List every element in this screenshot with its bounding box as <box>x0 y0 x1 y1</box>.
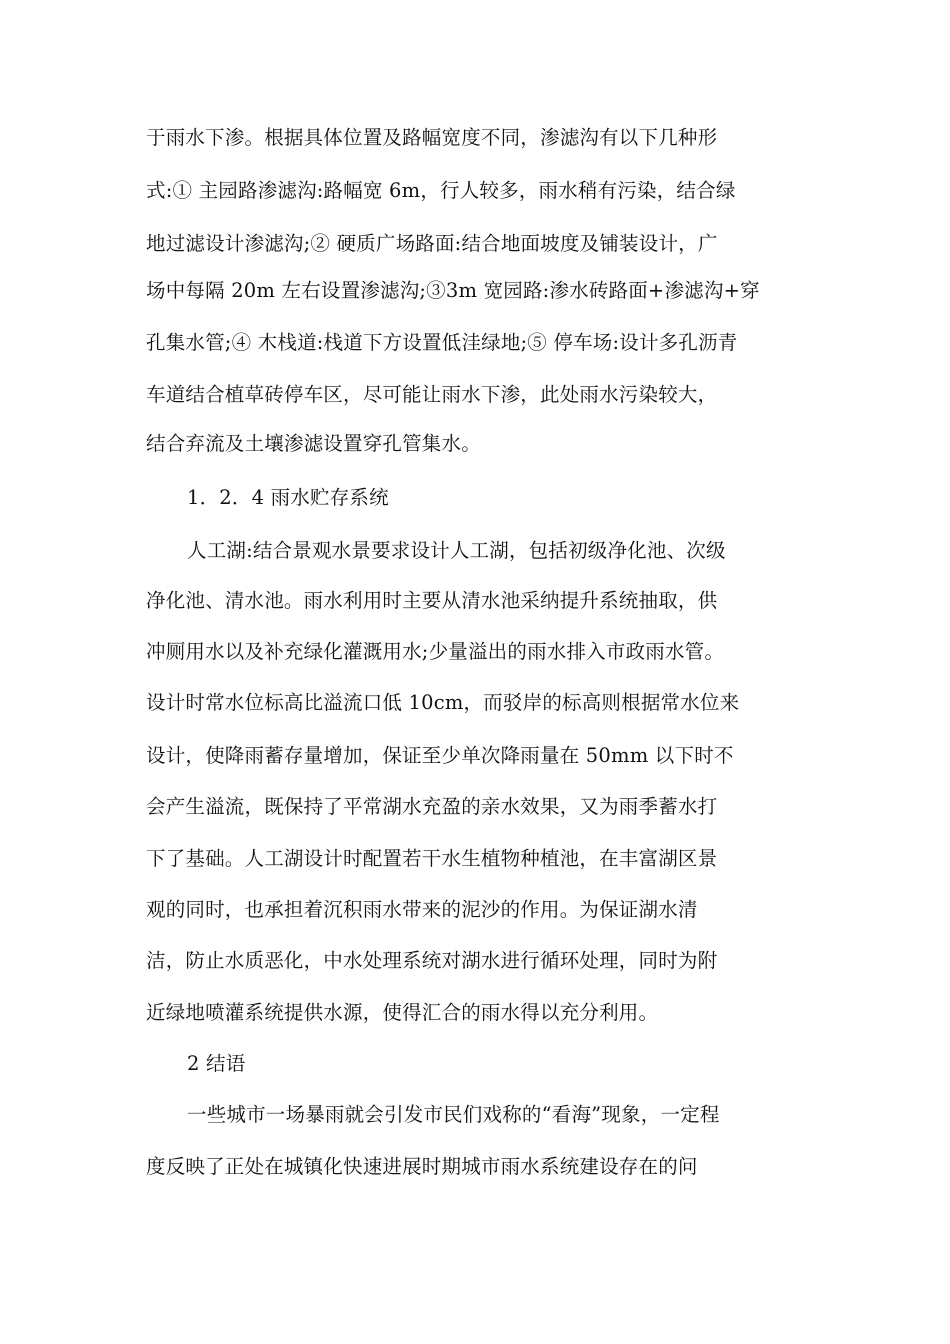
paragraph-line: 净化池、清水池。雨水利用时主要从清水池采纳提升系统抽取，供 <box>146 589 718 612</box>
paragraph-line: 设计时常水位标高比溢流口低 10cm，而驳岸的标高则根据常水位来 <box>146 691 740 714</box>
paragraph-line: 度反映了正处在城镇化快速进展时期城市雨水系统建设存在的问 <box>146 1155 698 1178</box>
paragraph-line: 车道结合植草砖停车区，尽可能让雨水下渗，此处雨水污染较大， <box>146 383 718 406</box>
section-heading: 1．2．4 雨水贮存系统 <box>187 486 389 509</box>
paragraph-line: 式:① 主园路渗滤沟:路幅宽 6m，行人较多，雨水稍有污染，结合绿 <box>146 179 736 202</box>
paragraph-line: 冲厕用水以及补充绿化灌溉用水;少量溢出的雨水排入市政雨水管。 <box>146 640 725 663</box>
paragraph-line: 下了基础。人工湖设计时配置若干水生植物种植池，在丰富湖区景 <box>146 847 718 870</box>
paragraph-line: 于雨水下渗。根据具体位置及路幅宽度不同，渗滤沟有以下几种形 <box>146 126 718 149</box>
paragraph-line: 结合弃流及土壤渗滤设置穿孔管集水。 <box>146 432 481 455</box>
paragraph-line: 场中每隔 20m 左右设置渗滤沟;③3m 宽园路:渗水砖路面+渗滤沟+穿 <box>146 279 760 302</box>
paragraph-line: 会产生溢流，既保持了平常湖水充盈的亲水效果，又为雨季蓄水打 <box>146 795 718 818</box>
paragraph-line: 设计，使降雨蓄存量增加，保证至少单次降雨量在 50mm 以下时不 <box>146 744 734 767</box>
paragraph-line: 地过滤设计渗滤沟;② 硬质广场路面:结合地面坡度及铺装设计，广 <box>146 232 718 255</box>
paragraph-line: 观的同时，也承担着沉积雨水带来的泥沙的作用。为保证湖水清 <box>146 898 698 921</box>
paragraph-line: 一些城市一场暴雨就会引发市民们戏称的“看海”现象，一定程 <box>187 1103 720 1126</box>
paragraph-line: 洁，防止水质恶化，中水处理系统对湖水进行循环处理，同时为附 <box>146 949 718 972</box>
paragraph-line: 孔集水管;④ 木栈道:栈道下方设置低洼绿地;⑤ 停车场:设计多孔沥青 <box>146 331 738 354</box>
section-heading: 2 结语 <box>187 1052 246 1075</box>
paragraph-line: 近绿地喷灌系统提供水源，使得汇合的雨水得以充分利用。 <box>146 1001 659 1024</box>
paragraph-line: 人工湖:结合景观水景要求设计人工湖，包括初级净化池、次级 <box>187 539 726 562</box>
